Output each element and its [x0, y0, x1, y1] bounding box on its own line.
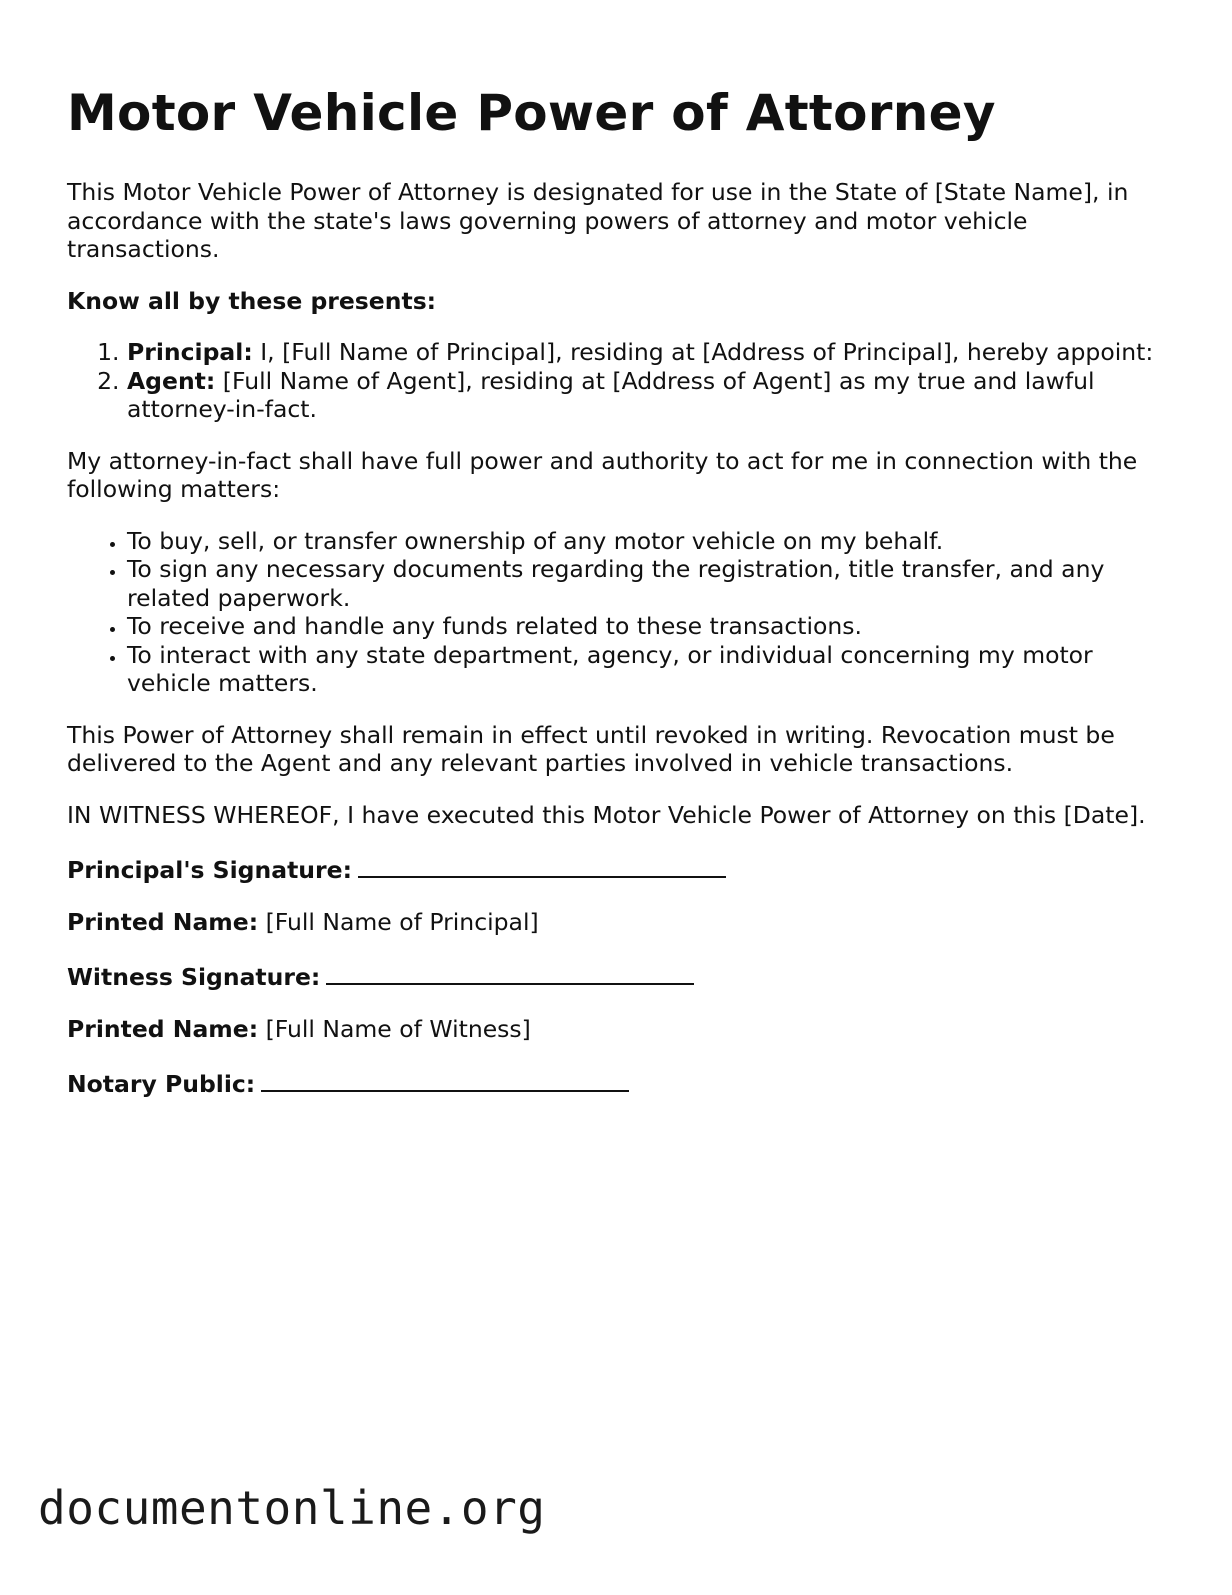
witness-printed-name-value: [Full Name of Witness] [265, 1014, 531, 1043]
document-title: Motor Vehicle Power of Attorney [67, 84, 996, 142]
principal-signature-line[interactable] [358, 852, 726, 878]
powers-list [67, 527, 1167, 698]
intro-paragraph: This Motor Vehicle Power of Attorney is designated for use in the State of [State Name], in accordance with the state's laws governing powers of attorney and motor vehicle transactions. [67, 178, 1129, 263]
witness-signature-line[interactable] [326, 959, 694, 985]
power-item: • To receive and handle any funds related to these transactions. [127, 612, 1167, 641]
witness-clause: IN WITNESS WHEREOF, I have executed this Motor Vehicle Power of Attorney on this [Date]. [67, 800, 1146, 829]
power-item: • To interact with any state department, agency, or individual concerning my motor vehicle matters. [127, 641, 1167, 698]
party-text: I, [Full Name of Principal], residing at [Address of Principal], hereby appoint: [260, 338, 1154, 366]
presents-heading [67, 287, 1167, 316]
power-item: • To buy, sell, or transfer ownership of any motor vehicle on my behalf. [127, 527, 1167, 556]
notary-row [67, 1066, 1167, 1099]
revocation-paragraph: This Power of Attorney shall remain in effect until revoked in writing. Revocation must be delivered to the Agent and any relevant parties involved in vehicle transactions. [67, 720, 1115, 777]
printed-name-label: Printed Name: [67, 907, 259, 936]
principal-signature-row [67, 852, 1167, 885]
presents-heading-text: Know all by these presents: [67, 286, 437, 315]
notary-signature-line[interactable] [261, 1066, 629, 1092]
parties-list [67, 338, 1167, 424]
witness-signature-label: Witness Signature: [67, 963, 321, 991]
power-item: • To sign any necessary documents regarding the registration, title transfer, and any related paperwork. [127, 555, 1167, 612]
principal-printed-name-row [67, 908, 1167, 937]
notary-label: Notary Public: [67, 1070, 256, 1098]
printed-name-label: Printed Name: [67, 1014, 259, 1043]
watermark: documentonline.org [38, 1481, 546, 1535]
party-label: Agent: [127, 366, 216, 395]
party-item-principal [127, 338, 1167, 367]
party-label: Principal: [127, 338, 253, 366]
party-text: [Full Name of Agent], residing at [Address of Agent] as my true and lawful attorney-in-fact. [127, 366, 1095, 423]
principal-signature-label: Principal's Signature: [67, 856, 352, 884]
witness-signature-row [67, 959, 1167, 992]
document-page [67, 78, 1167, 1122]
witness-printed-name-row [67, 1015, 1167, 1044]
principal-printed-name-value: [Full Name of Principal] [265, 907, 539, 936]
powers-intro: My attorney-in-fact shall have full power and authority to act for me in connection with the following matters: [67, 446, 1138, 503]
party-item-agent [127, 367, 1167, 424]
